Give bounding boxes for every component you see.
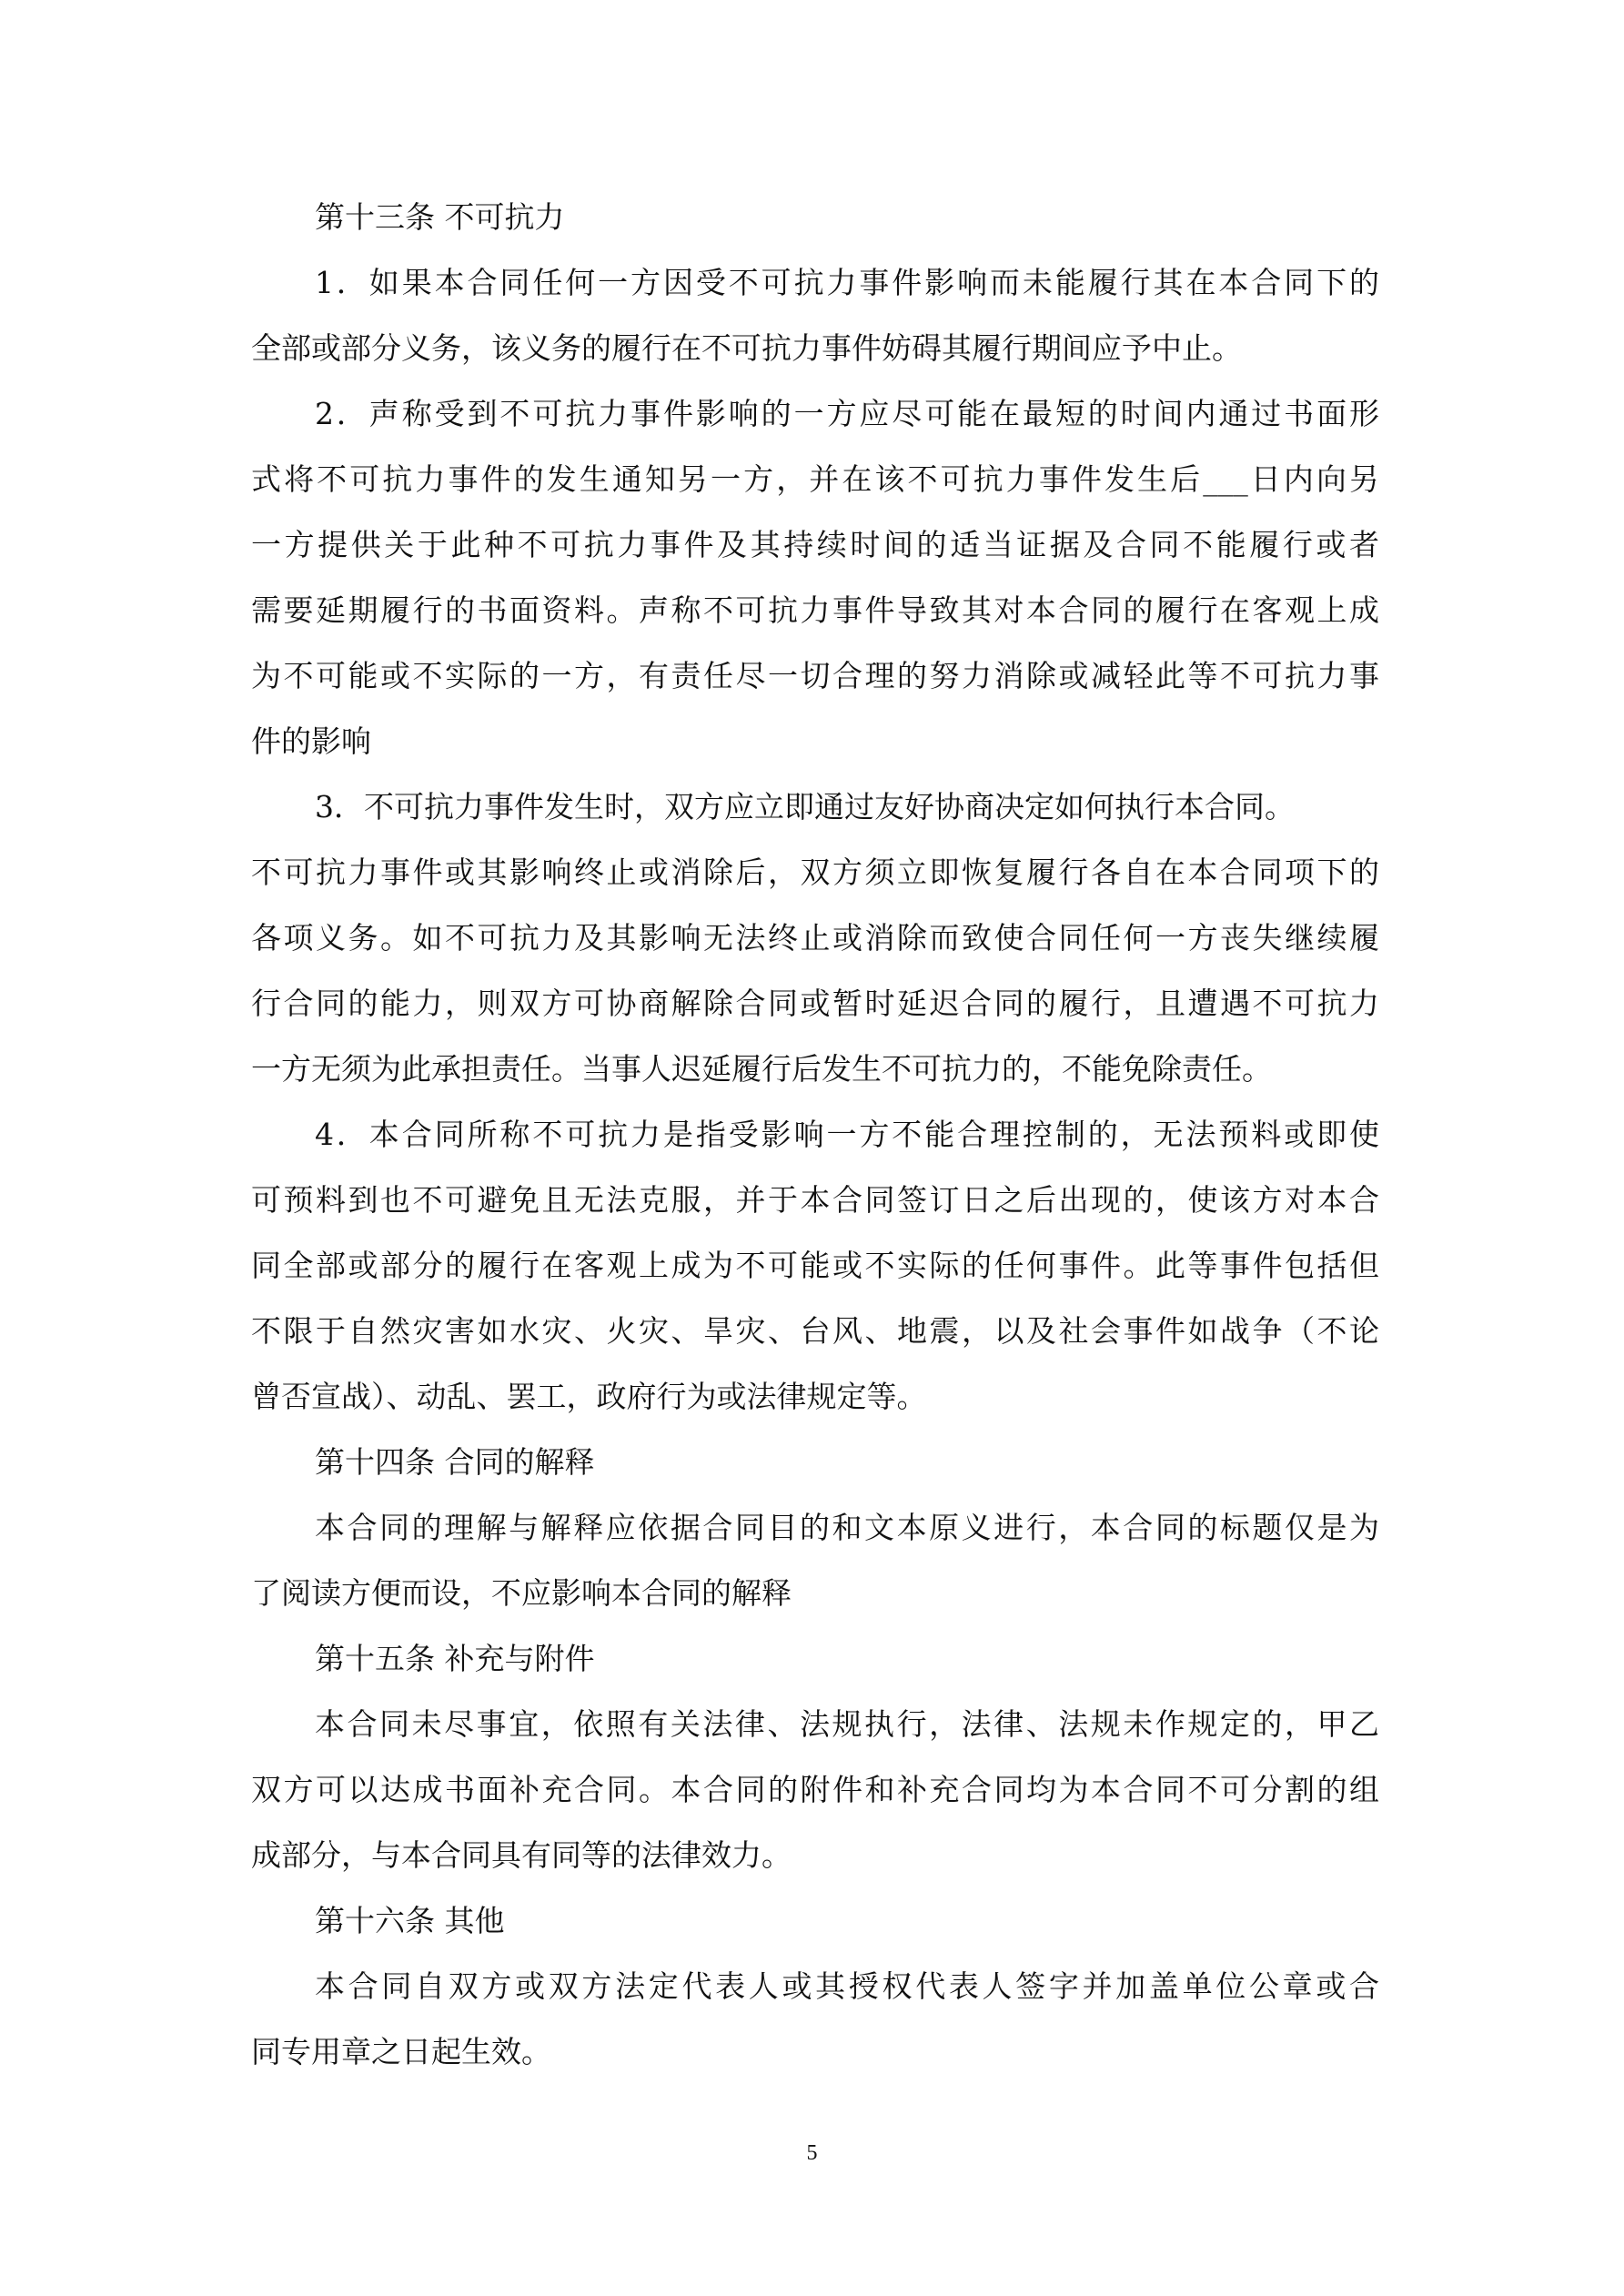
paragraph xyxy=(251,1510,1379,1611)
text-line: 需要延期履行的书面资料。声称不可抗力事件导致其对本合同的履行在客观上成 xyxy=(251,592,1379,628)
section-heading: 第十六条 其他 xyxy=(315,1903,505,1938)
text-line: 不限于自然灾害如水灾、火灾、旱灾、台风、地震，以及社会事件如战争（不论 xyxy=(251,1313,1379,1349)
paragraph xyxy=(251,1968,1379,2069)
text-line: 3．不可抗力事件发生时，双方应立即通过友好协商决定如何执行本合同。 xyxy=(315,789,1295,824)
text-line: 1．如果本合同任何一方因受不可抗力事件影响而未能履行其在本合同下的 xyxy=(315,265,1379,300)
text-line: 了阅读方便而设，不应影响本合同的解释 xyxy=(251,1575,792,1611)
text-line: 一方提供关于此种不可抗力事件及其持续时间的适当证据及合同不能履行或者 xyxy=(251,527,1379,562)
text-line: 不可抗力事件或其影响终止或消除后，双方须立即恢复履行各自在本合同项下的 xyxy=(251,855,1379,890)
section-heading: 第十三条 不可抗力 xyxy=(315,199,565,235)
section-heading: 第十四条 合同的解释 xyxy=(315,1444,595,1480)
document-body xyxy=(251,199,1379,2102)
text-line: 本合同自双方或双方法定代表人或其授权代表人签字并加盖单位公章或合 xyxy=(315,1968,1379,2004)
page-number: 5 xyxy=(806,2141,818,2165)
paragraph xyxy=(251,396,1379,759)
paragraph xyxy=(251,1706,1379,1873)
text-line: 式将不可抗力事件的发生通知另一方，并在该不可抗力事件发生后___日内向另 xyxy=(251,461,1379,497)
text-line: 同专用章之日起生效。 xyxy=(251,2034,551,2069)
text-line: 各项义务。如不可抗力及其影响无法终止或消除而致使合同任何一方丧失继续履 xyxy=(251,920,1379,956)
paragraph xyxy=(251,789,1379,1087)
text-line: 成部分，与本合同具有同等的法律效力。 xyxy=(251,1837,792,1873)
text-line: 2．声称受到不可抗力事件影响的一方应尽可能在最短的时间内通过书面形 xyxy=(315,396,1379,431)
section-heading: 第十五条 补充与附件 xyxy=(315,1641,595,1676)
paragraph xyxy=(251,1117,1379,1414)
text-line: 为不可能或不实际的一方，有责任尽一切合理的努力消除或减轻此等不可抗力事 xyxy=(251,658,1379,693)
paragraph xyxy=(251,265,1379,366)
text-line: 曾否宣战）、动乱、罢工，政府行为或法律规定等。 xyxy=(251,1379,927,1414)
text-line: 行合同的能力，则双方可协商解除合同或暂时延迟合同的履行，且遭遇不可抗力 xyxy=(251,986,1379,1021)
text-line: 全部或部分义务，该义务的履行在不可抗力事件妨碍其履行期间应予中止。 xyxy=(251,330,1242,366)
text-line: 一方无须为此承担责任。当事人迟延履行后发生不可抗力的，不能免除责任。 xyxy=(251,1051,1272,1087)
text-line: 4．本合同所称不可抗力是指受影响一方不能合理控制的，无法预料或即使 xyxy=(315,1117,1379,1152)
text-line: 同全部或部分的履行在客观上成为不可能或不实际的任何事件。此等事件包括但 xyxy=(251,1248,1379,1283)
text-line: 本合同的理解与解释应依据合同目的和文本原义进行，本合同的标题仅是为 xyxy=(315,1510,1379,1545)
text-line: 可预料到也不可避免且无法克服，并于本合同签订日之后出现的，使该方对本合 xyxy=(251,1182,1379,1218)
text-line: 件的影响 xyxy=(251,723,371,759)
text-line: 双方可以达成书面补充合同。本合同的附件和补充合同均为本合同不可分割的组 xyxy=(251,1772,1379,1807)
text-line: 本合同未尽事宜，依照有关法律、法规执行，法律、法规未作规定的，甲乙 xyxy=(315,1706,1379,1742)
